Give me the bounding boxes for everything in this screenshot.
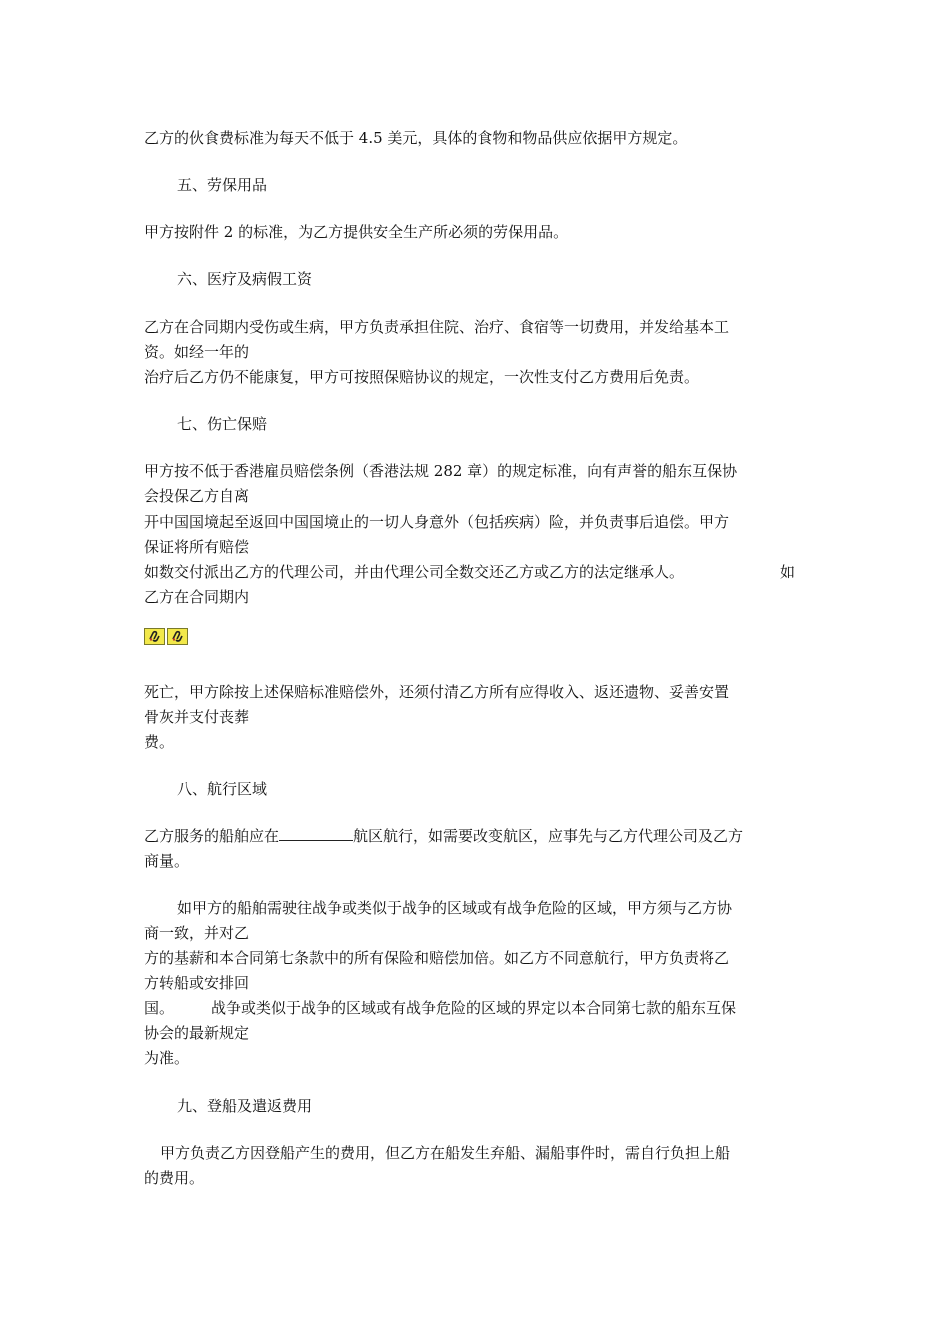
paragraph-death-line-1: 死亡，甲方除按上述保赔标准赔偿外，还须付清乙方所有应得收入、返还遗物、妥善安置 (144, 683, 730, 701)
paragraph-war-zone-line-5: 国。 (144, 999, 175, 1017)
paragraph-medical-line-2: 资。如经一年的 (144, 343, 250, 361)
paragraph-compensation-line-6: 乙方在合同期内 (144, 588, 250, 606)
heading-protective-equipment: 五、劳保用品 (177, 176, 268, 194)
paragraph-navigation-line-2: 商量。 (144, 852, 190, 870)
paragraph-war-zone-line-3: 方的基薪和本合同第七条款中的所有保险和赔偿加倍。如乙方不同意航行，甲方负责将乙 (144, 949, 730, 967)
paragraph-medical-line-3: 治疗后乙方仍不能康复，甲方可按照保赔协议的规定，一次性支付乙方费用后免责。 (144, 368, 700, 386)
fill-in-blank (279, 826, 353, 841)
chain-link-icon (144, 628, 165, 645)
paragraph-boarding-line-1: 甲方负责乙方因登船产生的费用，但乙方在船发生弃船、漏船事件时，需自行负担上船 (160, 1144, 731, 1162)
paragraph-meal-standard: 乙方的伙食费标准为每天不低于 4.5 美元，具体的食物和物品供应依据甲方规定。 (144, 129, 688, 147)
chain-link-icon (167, 628, 188, 645)
paragraph-compensation-line-4: 保证将所有赔偿 (144, 538, 250, 556)
paragraph-compensation-line-5-end: 如 (780, 563, 796, 581)
paragraph-war-zone-line-5-rest: 战争或类似于战争的区域或有战争危险的区域的界定以本合同第七款的船东互保 (211, 999, 737, 1017)
paragraph-protective-equipment: 甲方按附件 2 的标准，为乙方提供安全生产所必须的劳保用品。 (144, 223, 569, 241)
paragraph-boarding-line-2: 的费用。 (144, 1169, 205, 1187)
paragraph-war-zone-line-7: 为准。 (144, 1049, 190, 1067)
heading-boarding-repatriation: 九、登船及遣返费用 (177, 1097, 313, 1115)
paragraph-compensation-line-1: 甲方按不低于香港雇员赔偿条例（香港法规 282 章）的规定标准，向有声誉的船东互保协 (144, 462, 738, 480)
heading-medical-sick-pay: 六、医疗及病假工资 (177, 270, 313, 288)
heading-injury-death-compensation: 七、伤亡保赔 (177, 415, 268, 433)
navigation-text-before-blank: 乙方服务的船舶应在 (144, 827, 280, 845)
paragraph-war-zone-line-1: 如甲方的船舶需驶往战争或类似于战争的区域或有战争危险的区域，甲方须与乙方协 (177, 899, 733, 917)
paragraph-medical-line-1: 乙方在合同期内受伤或生病，甲方负责承担住院、治疗、食宿等一切费用，并发给基本工 (144, 318, 730, 336)
paragraph-death-line-3: 费。 (144, 733, 175, 751)
paragraph-war-zone-line-6: 协会的最新规定 (144, 1024, 250, 1042)
navigation-text-after-blank: 航区航行，如需要改变航区，应事先与乙方代理公司及乙方 (353, 827, 744, 845)
paragraph-war-zone-line-2: 商一致，并对乙 (144, 924, 250, 942)
heading-navigation-area: 八、航行区域 (177, 780, 268, 798)
paragraph-compensation-line-3: 开中国国境起至返回中国国境止的一切人身意外（包括疾病）险，并负责事后追偿。甲方 (144, 513, 730, 531)
paragraph-navigation-line-1 (144, 826, 743, 846)
paragraph-compensation-line-5: 如数交付派出乙方的代理公司，并由代理公司全数交还乙方或乙方的法定继承人。 (144, 563, 685, 581)
paragraph-death-line-2: 骨灰并支付丧葬 (144, 708, 250, 726)
paragraph-war-zone-line-4: 方转船或安排回 (144, 974, 250, 992)
paragraph-compensation-line-2: 会投保乙方自离 (144, 487, 250, 505)
embedded-icon-strip (144, 628, 188, 645)
